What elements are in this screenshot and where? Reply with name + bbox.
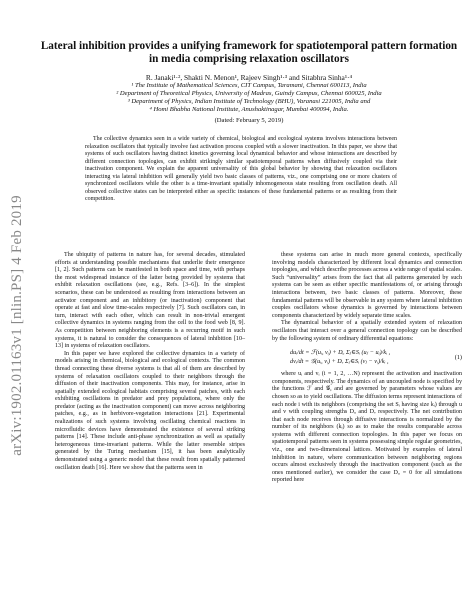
equation-number: (1) [454, 353, 462, 361]
affiliation-2: ² Department of Theoretical Physics, University of Madras, Guindy Campus, Chennai 600025, India [116, 90, 382, 97]
right-paragraph-2: The dynamical behavior of a spatially extended system of relaxation oscillators that interact over a general connection topology can be described by the following system of ordinary differential equations: [272, 320, 462, 342]
left-column [55, 252, 245, 472]
right-paragraph-1: these systems can arise in much more general contexts, specifically involving models characterized by different local dynamics and connection topologies, and which describe processes across a wide range of spatial scales. Such “universality” arises from the fact that all patterns generated by such systems can be seen as either specific manifestations of, or arising through interactions between, two basic classes of patterns. Moreover, these fundamental patterns will be observable in any system where lateral inhibition couples oscillators whose dynamics is governed by interactions between components characterized by widely separate time scales. [272, 252, 462, 319]
affiliation-1: ¹ The Institute of Mathematical Sciences, CIT Campus, Taramani, Chennai 600113, India [131, 82, 367, 89]
title-line-2: in media comprising relaxation oscillators [149, 53, 349, 65]
equation-dv: dvᵢ/dt = 𝒢(uᵢ, vᵢ) + Dᵥ Σⱼ∈Sᵢ (vⱼ − vᵢ)/kᵢ , [290, 358, 389, 366]
title-line-1: Lateral inhibition provides a unifying framework for spatiotemporal pattern formation [40, 40, 458, 52]
equation-block [272, 348, 462, 366]
affiliation-4: ⁴ Homi Bhabha National Institute, Anushaktinagar, Mumbai 400094, India. [149, 106, 349, 113]
intro-paragraph-1: The ubiquity of patterns in nature has, for several decades, stimulated efforts at understanding possible mechanisms that underlie their emergence [1, 2]. Such patterns can be manifested in both space and time, with perhaps the most widespread instance of the latter being provided by systems that exhibit relaxation oscillations (see, e.g., Refs. [3–6]). In the simplest scenarios, these can be understood as resulting from interactions between an activator component and an inhibitory (or inactivation) component that operate at fast and slow time-scales respectively [7]. Such oscillators can, in turn, interact with each other, which can result in non-trivial emergent collective dynamics in systems ranging from the cell to the food web [8, 9]. As competition between neighboring elements is a recurring motif in such systems, it is natural to consider the consequences of lateral inhibition [10–13] in systems of relaxation oscillators. [55, 252, 245, 350]
arxiv-id-text: arXiv:1902.01163v1 [nlin.PS] 4 Feb 2019 [8, 194, 25, 456]
right-column [272, 252, 462, 485]
abstract: The collective dynamics seen in a wide variety of chemical, biological and ecological systems involves interactions between relaxation oscillators that typically involve fast activation process coupled with a slower inactivation. In this paper, we show that systems of such oscillators having distinct kinetics governing local dynamical behavior and whose interactions are described by different connection topologies, can exhibit strikingly similar spatiotemporal patterns when diffusively coupled via their inactivation component. We explain the apparent universality of this global behavior by showing that relaxation oscillators interacting via lateral inhibition will generally yield two basic classes of patterns, viz., one comprising one or more clusters of synchronized oscillators while the other is a time-invariant spatially inhomogeneous state resulting from oscillation death. All observed collective states can be interpreted either as specific instances of these fundamental patterns or as resulting from their competition. [85, 136, 397, 203]
equation-du: duᵢ/dt = ℱ(uᵢ, vᵢ) + Dᵤ Σⱼ∈Sᵢ (uⱼ − uᵢ)/kᵢ , [290, 349, 391, 357]
intro-paragraph-2: In this paper we have explored the collective dynamics in a variety of models arising in chemical, biological and ecological contexts. The common thread connecting these diverse systems is that all of them are described by systems of relaxation oscillators coupled to their neighbors through the diffusion of their inactivation components. This may, for instance, arise in spatially extended ecological habitats comprising several patches, with each exhibiting oscillations in predator and prey populations, where only the predator (acting as the inactivation component) can move across neighboring patches, e.g., as in herbivore-vegetation interactions [21]. Experimental realizations of such systems involving oscillating chemical reactions in microfluidic devices have demonstrated the existence of several striking patterns [14]. These include anti-phase synchronization as well as spatially heterogeneous time-invariant patterns. While the latter resemble stripes generated by the Turing mechanism [15], it has been analytically demonstrated using a generic model that these result from spatially patterned oscillation death [16]. Here we show that the patterns seen in [55, 350, 245, 471]
dated-line: (Dated: February 5, 2019) [214, 117, 284, 124]
paper-title [40, 40, 458, 66]
right-paragraph-3: where uᵢ and vᵢ (i = 1, 2, …N) represent the activation and inactivation components, respectively. The dynamics of an uncoupled node is specified by the functions ℱ and 𝒢, and are governed by parameters whose values are chosen so as to yield oscillations. The diffusion terms represent interactions of each node i with its neighbors (comprising the set Sᵢ having size kᵢ) through u and v with coupling strengths Dᵤ and Dᵥ respectively. The net contribution that each node receives through diffusive interactions is normalized by the number of its neighbors (kᵢ) so as to make the results comparable across systems with different connection topologies. In this paper we focus on spatiotemporal patterns seen in systems possessing simple regular geometries, viz., one and two-dimensional lattices. Motivated by examples of lateral inhibition in nature, where communication between neighboring regions occurs almost exclusively through the inactivation component (such as the ones mentioned earlier), we consider the case Dᵤ = 0 for all simulations reported here [272, 371, 462, 484]
paper-header [40, 40, 458, 124]
author-list: R. Janaki¹·², Shakti N. Menon¹, Rajeev Singh¹·³ and Sitabhra Sinha¹·⁴ [145, 73, 353, 82]
arxiv-identifier [6, 170, 28, 480]
affiliation-3: ³ Department of Physics, Indian Institute of Technology (BHU), Varanasi 221005, India and [127, 98, 371, 105]
